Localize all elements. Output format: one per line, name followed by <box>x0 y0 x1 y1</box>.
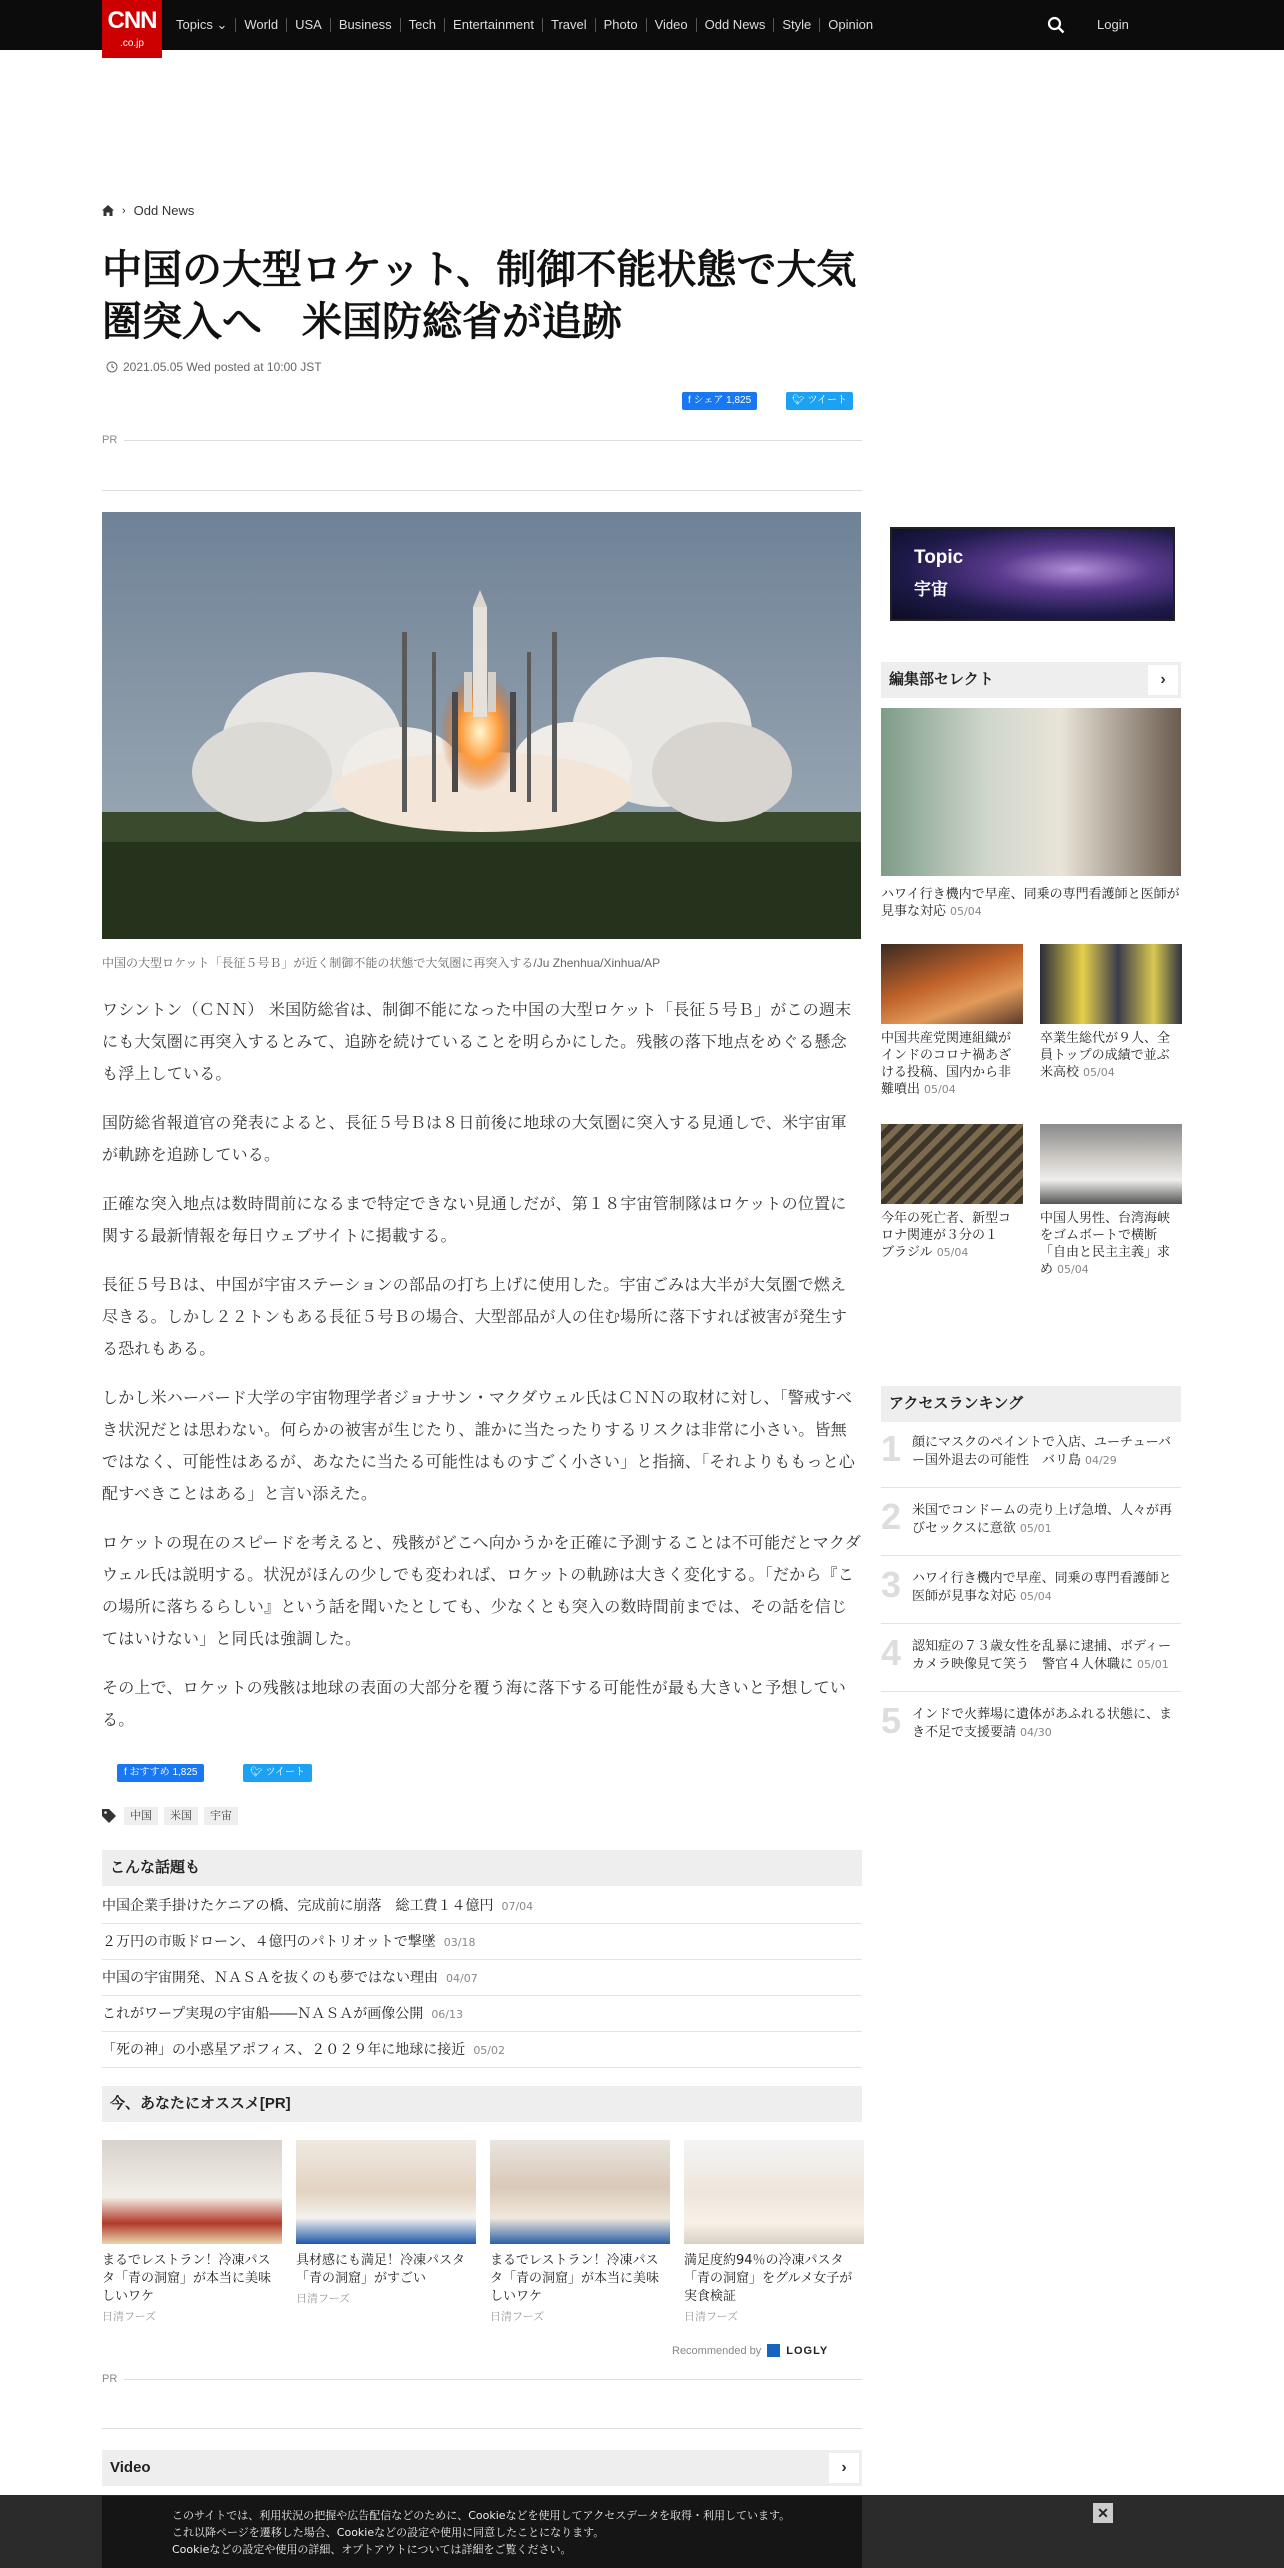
article-date <box>106 360 322 374</box>
cookie-banner <box>0 2495 1284 2568</box>
tag-list <box>102 1807 238 1825</box>
divider <box>102 2428 862 2429</box>
logo-text: CNN <box>107 7 157 34</box>
breadcrumb <box>102 203 194 218</box>
cookie-text: これ以降ページを遷移した場合、Cookieなどの設定や使用に同意したことになります。 <box>172 2526 605 2539</box>
recommend-card[interactable] <box>490 2140 670 2324</box>
recommend-title: 満足度約94％の冷凍パスタ「青の洞窟」をグルメ女子が実食検証 <box>684 2253 853 2304</box>
nav-opinion[interactable]: Opinion <box>819 18 881 32</box>
ranking-item[interactable]: 4 認知症の７３歳女性を乱暴に逮捕、ボディーカメラ映像見て笑う 警官４人休職に 05/01 <box>881 1628 1181 1692</box>
article-paragraph: 正確な突入地点は数時間前になるまで特定できない見通しだが、第１８宇宙管制隊はロケットの位置に関する最新情報を毎日ウェブサイトに掲載する。 <box>102 1194 847 1245</box>
related-item[interactable]: これがワープ実現の宇宙船――ＮＡＳＡが画像公開 06/13 <box>102 1996 862 2032</box>
article-paragraph: その上で、ロケットの残骸は地球の表面の大部分を覆う海に落下する可能性が最も大きいと予想している。 <box>102 1678 847 1729</box>
recommend-thumbnail <box>684 2140 864 2244</box>
ranking-item[interactable]: 5 インドで火葬場に遺体があふれる状態に、まき不足で支援要請 04/30 <box>881 1700 1173 1741</box>
pick-title: 中国共産党関連組織がインドのコロナ禍あざける投稿、国内から非難噴出 <box>881 1031 1012 1097</box>
ranking-item[interactable]: 2 米国でコンドームの売り上げ急増、人々が再びセックスに意欲 05/01 <box>881 1492 1181 1556</box>
editor-pick[interactable]: 卒業生総代が９人、全員トップの成績で並ぶ 米高校 05/04 <box>1040 944 1182 1081</box>
photo-caption: 中国の大型ロケット「長征５号Ｂ」が近く制御不能の状態で大気圏に再突入する/Ju Zhenhua/Xinhua/AP <box>102 956 661 970</box>
recommend-thumbnail <box>102 2140 282 2244</box>
recommend-sponsor: 日清フーズ <box>102 2311 157 2323</box>
nav-world[interactable]: World <box>235 18 286 32</box>
recommend-card[interactable] <box>684 2140 864 2324</box>
ranking-item[interactable]: 1 顔にマスクのペイントで入店、ユーチューバー国外退去の可能性 バリ島 04/29 <box>881 1424 1181 1488</box>
facebook-recommend-button[interactable]: f おすすめ 1,825 <box>117 1764 204 1782</box>
related-heading: こんな話題も <box>102 1850 862 1886</box>
article-paragraph: ロケットの現在のスピードを考えると、残骸がどこへ向かうかを正確に予測することは不可能だとマクダウェル氏は説明する。状況がほんの少しでも変われば、ロケットの軌跡は大きく変化する。「だから『この場所に落ちるらしい』という話を聞いたとしても、少なくとも突入の数時間前までは、その話を信じてはいけない」と同氏は強調した。 <box>102 1533 862 1648</box>
nav-tech[interactable]: Tech <box>400 18 444 32</box>
pr-label: PR <box>102 434 118 446</box>
pr-label-bottom: PR <box>102 2373 118 2385</box>
date-text: 2021.05.05 Wed posted at 10:00 JST <box>123 360 322 374</box>
recommend-thumbnail <box>296 2140 476 2244</box>
nav-video[interactable]: Video <box>646 18 696 32</box>
divider <box>124 2379 862 2380</box>
recommend-thumbnail <box>490 2140 670 2244</box>
tag-icon <box>102 1809 118 1823</box>
tag-china[interactable]: 中国 <box>124 1807 158 1825</box>
twitter-tweet-button-bottom[interactable]: 🐦︎ ツイート <box>243 1764 312 1782</box>
pick-thumbnail <box>881 708 1181 876</box>
login-link[interactable]: Login <box>1097 17 1129 32</box>
rocket-launch-photo <box>102 512 861 939</box>
logo-subtext: .co.jp <box>120 38 144 49</box>
chevron-right-icon[interactable]: › <box>829 2453 859 2483</box>
ranking-item[interactable]: 3 ハワイ行き機内で早産、同乗の専門看護師と医師が見事な対応 05/04 <box>881 1560 1181 1624</box>
pick-thumbnail <box>881 944 1023 1024</box>
breadcrumb-odd-news[interactable]: Odd News <box>133 203 195 218</box>
clock-icon <box>106 361 118 373</box>
main-nav <box>172 0 881 50</box>
nav-usa[interactable]: USA <box>286 18 330 32</box>
nav-travel[interactable]: Travel <box>542 18 595 32</box>
facebook-icon: f <box>688 395 694 406</box>
home-icon[interactable] <box>102 205 114 216</box>
article-paragraph: 国防総省報道官の発表によると、長征５号Ｂは８日前後に地球の大気圏に突入する見通しで、米宇宙軍が軌跡を追跡している。 <box>102 1113 847 1164</box>
pick-thumbnail <box>881 1124 1023 1204</box>
recommend-title: まるでレストラン！冷凍パスタ「青の洞窟」が本当に美味しいワケ <box>490 2253 660 2304</box>
article-paragraph: しかし米ハーバード大学の宇宙物理学者ジョナサン・マクダウェル氏はＣＮＮの取材に対し、「警戒すべき状況だとは思わない。何らかの被害が生じたり、誰かに当たったりするリスクは非常に小さい。皆無ではなく、可能性はあるが、あなたに当たる可能性はものすごく小さい」と指摘、「それよりももっと心配すべきことはある」と言い添えた。 <box>102 1388 856 1503</box>
article-title: 中国の大型ロケット、制御不能状態で大気圏突入へ 米国防総省が追跡 <box>102 247 857 345</box>
editor-pick[interactable]: 中国共産党関連組織がインドのコロナ禍あざける投稿、国内から非難噴出 05/04 <box>881 944 1023 1098</box>
nav-photo[interactable]: Photo <box>595 18 646 32</box>
editor-select-heading: 編集部セレクト › <box>881 662 1181 698</box>
chevron-right-icon: › <box>122 204 126 217</box>
article-body <box>102 994 862 1753</box>
pick-thumbnail <box>1040 1124 1182 1204</box>
pick-title: 中国人男性、台湾海峡をゴムボートで横断「自由と民主主義」求め <box>1040 1211 1171 1277</box>
article-paragraph: ワシントン（ＣＮＮ） 米国防総省は、制御不能になった中国の大型ロケット「長征５号Ｂ」がこの週末にも大気圏に再突入するとみて、追跡を続けていることを明らかにした。残骸の落下地点をめぐる懸念も浮上している。 <box>102 1000 852 1083</box>
pick-thumbnail <box>1040 944 1182 1024</box>
related-item[interactable]: 中国企業手掛けたケニアの橋、完成前に崩落 総工費１４億円 07/04 <box>102 1888 862 1924</box>
related-item[interactable]: ２万円の市販ドローン、４億円のパトリオットで撃墜 03/18 <box>102 1924 862 1960</box>
editor-pick-featured[interactable]: ハワイ行き機内で早産、同乗の専門看護師と医師が見事な対応 05/04 <box>881 708 1181 920</box>
editor-pick[interactable]: 中国人男性、台湾海峡をゴムボートで横断「自由と民主主義」求め 05/04 <box>1040 1124 1182 1278</box>
related-item[interactable]: 「死の神」の小惑星アポフィス、２０２９年に地球に接近 05/02 <box>102 2032 862 2068</box>
recommend-card[interactable] <box>296 2140 476 2306</box>
divider <box>102 490 862 491</box>
cookie-text: Cookieなどの設定や使用の詳細、オプトアウトについては詳細をご覧ください。 <box>172 2543 572 2556</box>
recommend-title: まるでレストラン！冷凍パスタ「青の洞窟」が本当に美味しいワケ <box>102 2253 272 2304</box>
article-paragraph: 長征５号Ｂは、中国が宇宙ステーションの部品の打ち上げに使用した。宇宙ごみは大半が大気圏で燃え尽きる。しかし２２トンもある長征５号Ｂの場合、大型部品が人の住む場所に落下すれば被害が発生する恐れもある。 <box>102 1275 848 1358</box>
recommend-heading: 今、あなたにオススメ[PR] <box>102 2086 862 2122</box>
editor-pick[interactable]: 今年の死亡者、新型コロナ関連が３分の１ ブラジル 05/04 <box>881 1124 1023 1261</box>
tag-usa[interactable]: 米国 <box>164 1807 198 1825</box>
logly-logo <box>767 2344 780 2357</box>
chevron-right-icon[interactable]: › <box>1148 665 1178 695</box>
pick-title: 卒業生総代が９人、全員トップの成績で並ぶ 米高校 <box>1040 1031 1183 1080</box>
ranking-heading: アクセスランキング <box>881 1386 1181 1422</box>
top-navbar <box>0 0 1284 50</box>
cnn-logo[interactable] <box>102 0 162 58</box>
recommend-card[interactable] <box>102 2140 282 2324</box>
recommend-title: 具材感にも満足！冷凍パスタ「青の洞窟」がすごい <box>296 2253 466 2286</box>
pick-title: 今年の死亡者、新型コロナ関連が３分の１ ブラジル <box>881 1211 1012 1260</box>
video-heading: Video › <box>102 2450 862 2486</box>
topic-space-banner[interactable] <box>890 527 1175 621</box>
twitter-icon: 🐦︎ <box>792 395 808 406</box>
divider <box>124 440 862 441</box>
nav-entertainment[interactable]: Entertainment <box>444 18 542 32</box>
facebook-icon: f <box>124 1767 130 1778</box>
pick-title: ハワイ行き機内で早産、同乗の専門看護師と医師が見事な対応 <box>881 887 1180 919</box>
nav-business[interactable]: Business <box>330 18 400 32</box>
search-icon[interactable] <box>1047 16 1065 34</box>
close-icon[interactable]: ✕ <box>1093 2503 1113 2523</box>
twitter-tweet-button[interactable]: 🐦︎ ツイート <box>786 392 853 410</box>
related-item[interactable]: 中国の宇宙開発、ＮＡＳＡを抜くのも夢ではない理由 04/07 <box>102 1960 862 1996</box>
nav-topics[interactable]: Topics ⌄ <box>176 17 228 32</box>
nav-odd-news[interactable]: Odd News <box>696 18 774 32</box>
nav-style[interactable]: Style <box>773 18 819 32</box>
topic-name: 宇宙 <box>914 580 948 600</box>
recommend-sponsor: 日清フーズ <box>684 2311 739 2323</box>
tag-space[interactable]: 宇宙 <box>204 1807 238 1825</box>
recommended-by[interactable]: Recommended by LOGLY <box>672 2344 829 2357</box>
topic-label: Topic <box>914 547 964 568</box>
cookie-text: このサイトでは、利用状況の把握や広告配信などのために、Cookieなどを使用してアクセスデータを取得・利用しています。 <box>172 2509 791 2522</box>
twitter-icon: 🐦︎ <box>250 1767 266 1778</box>
facebook-share-button[interactable]: f シェア 1,825 <box>682 392 757 410</box>
recommend-sponsor: 日清フーズ <box>296 2293 351 2305</box>
recommend-sponsor: 日清フーズ <box>490 2311 545 2323</box>
